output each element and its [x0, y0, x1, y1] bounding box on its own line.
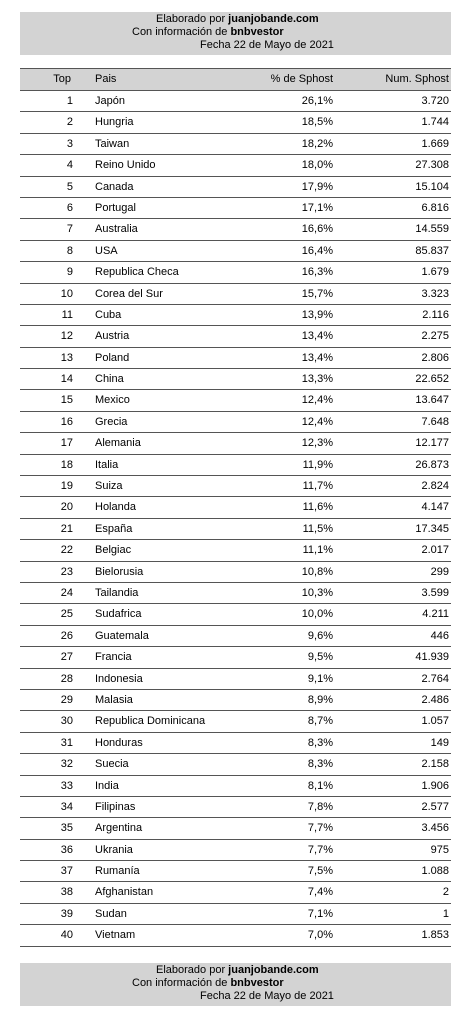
- table-row: [20, 861, 451, 882]
- table-row: [20, 604, 451, 625]
- country-cell: Corea del Sur: [95, 287, 163, 300]
- num-sphost-cell: 2.824: [421, 480, 449, 493]
- pct-sphost-cell: 10,3%: [301, 586, 333, 599]
- num-sphost-cell: 4.147: [421, 501, 449, 514]
- table-row: [20, 369, 451, 390]
- bottom-banner: [20, 963, 451, 1006]
- country-cell: Austria: [95, 330, 130, 343]
- country-cell: India: [95, 779, 119, 792]
- pct-sphost-cell: 13,4%: [301, 330, 333, 343]
- num-sphost-cell: 1.853: [421, 929, 449, 942]
- num-sphost-cell: 2.116: [422, 308, 449, 321]
- num-sphost-cell: 22.652: [415, 373, 449, 386]
- rank-cell: 29: [60, 693, 73, 706]
- country-cell: China: [95, 373, 124, 386]
- pct-sphost-cell: 18,5%: [301, 116, 333, 129]
- pct-sphost-cell: 8,7%: [307, 715, 333, 728]
- pct-sphost-cell: 15,7%: [301, 287, 333, 300]
- num-sphost-cell: 1: [442, 907, 449, 920]
- top-banner: [20, 12, 451, 55]
- num-sphost-cell: 15.104: [415, 180, 449, 193]
- rank-cell: 22: [60, 544, 73, 557]
- country-cell: España: [95, 522, 133, 535]
- num-sphost-cell: 3.323: [421, 287, 449, 300]
- rank-cell: 27: [60, 651, 73, 664]
- rank-cell: 1: [66, 95, 73, 107]
- table-row: [20, 562, 451, 583]
- num-sphost-cell: 4.211: [422, 608, 449, 621]
- num-sphost-cell: 2.158: [421, 758, 449, 771]
- table-row: [20, 262, 451, 283]
- rank-cell: 14: [60, 373, 73, 386]
- pct-sphost-cell: 7,7%: [307, 843, 333, 856]
- table-row: [20, 776, 451, 797]
- pct-sphost-cell: 9,5%: [307, 651, 333, 664]
- pct-sphost-cell: 11,6%: [302, 501, 333, 514]
- country-cell: Holanda: [95, 501, 136, 514]
- table-row: [20, 284, 451, 305]
- pct-sphost-cell: 11,1%: [302, 544, 333, 557]
- num-sphost-cell: 17.345: [415, 522, 449, 535]
- rank-cell: 26: [60, 629, 73, 642]
- country-cell: Honduras: [95, 736, 143, 749]
- table-row: [20, 925, 451, 946]
- table-row: [20, 690, 451, 711]
- country-cell: Grecia: [95, 415, 128, 428]
- rank-cell: 3: [66, 137, 73, 150]
- num-sphost-cell: 2.017: [421, 544, 449, 557]
- country-cell: Francia: [95, 651, 132, 664]
- num-sphost-cell: 3.720: [421, 95, 449, 107]
- table-row: [20, 797, 451, 818]
- country-cell: Portugal: [95, 201, 136, 214]
- num-sphost-cell: 1.669: [421, 137, 449, 150]
- pct-sphost-cell: 17,1%: [301, 201, 333, 214]
- country-cell: Australia: [95, 223, 138, 236]
- country-cell: Reino Unido: [95, 159, 156, 172]
- country-cell: Italia: [95, 458, 119, 471]
- pct-sphost-cell: 13,9%: [301, 308, 333, 321]
- table-row: [20, 754, 451, 775]
- num-sphost-cell: 26.873: [415, 458, 449, 471]
- table-row: [20, 455, 451, 476]
- rank-cell: 30: [60, 715, 73, 728]
- table-row: [20, 433, 451, 454]
- rank-cell: 38: [60, 886, 73, 899]
- pct-sphost-cell: 10,8%: [301, 565, 333, 578]
- num-sphost-cell: 2.275: [421, 330, 449, 343]
- table-row: [20, 177, 451, 198]
- table-row: [20, 669, 451, 690]
- rank-cell: 28: [60, 672, 73, 685]
- banner-source-line: Con información de bnbvestor: [132, 977, 284, 989]
- num-sphost-cell: 6.816: [421, 201, 449, 214]
- rank-cell: 40: [60, 929, 73, 942]
- country-cell: Afghanistan: [95, 886, 154, 899]
- num-sphost-cell: 2.764: [421, 672, 449, 685]
- num-sphost-cell: 3.599: [421, 586, 449, 599]
- table-row: [20, 348, 451, 369]
- source-name: bnbvestor: [230, 977, 284, 989]
- num-sphost-cell: 85.837: [415, 244, 449, 257]
- table-row: [20, 540, 451, 561]
- rank-cell: 7: [66, 223, 73, 236]
- banner-date-line: Fecha 22 de Mayo de 2021: [200, 39, 334, 51]
- table-header-row: [20, 69, 451, 91]
- pct-sphost-cell: 7,7%: [307, 822, 333, 835]
- pct-sphost-cell: 9,6%: [307, 629, 333, 642]
- pct-sphost-cell: 10,0%: [301, 608, 333, 621]
- num-sphost-cell: 149: [430, 736, 449, 749]
- table-row: [20, 91, 451, 112]
- country-cell: Cuba: [95, 308, 122, 321]
- table-row: [20, 818, 451, 839]
- pct-sphost-cell: 12,4%: [301, 394, 333, 407]
- table-row: [20, 198, 451, 219]
- pct-sphost-cell: 18,2%: [301, 137, 333, 150]
- rank-cell: 15: [60, 394, 73, 407]
- num-sphost-cell: 2.577: [421, 800, 449, 813]
- pct-sphost-cell: 11,9%: [302, 458, 333, 471]
- pct-sphost-cell: 11,7%: [302, 480, 333, 493]
- num-sphost-cell: 2.486: [421, 693, 449, 706]
- country-cell: Suecia: [95, 758, 129, 771]
- header-top: Top: [53, 73, 71, 85]
- rank-cell: 2: [66, 116, 73, 129]
- country-cell: Poland: [95, 351, 130, 364]
- num-sphost-cell: 1.744: [421, 116, 449, 129]
- num-sphost-cell: 1.057: [421, 715, 449, 728]
- pct-sphost-cell: 7,1%: [307, 907, 333, 920]
- rank-cell: 9: [66, 266, 73, 279]
- num-sphost-cell: 13.647: [415, 394, 449, 407]
- pct-sphost-cell: 12,4%: [301, 415, 333, 428]
- country-cell: Rumanía: [95, 865, 140, 878]
- country-cell: Alemania: [95, 437, 141, 450]
- table-row: [20, 390, 451, 411]
- num-sphost-cell: 3.456: [421, 822, 449, 835]
- author-site: juanjobande.com: [228, 13, 319, 25]
- num-sphost-cell: 12.177: [415, 437, 449, 450]
- pct-sphost-cell: 18,0%: [301, 159, 333, 172]
- rank-cell: 16: [60, 415, 73, 428]
- country-cell: Sudan: [95, 907, 127, 920]
- pct-sphost-cell: 13,3%: [301, 373, 333, 386]
- pct-sphost-cell: 7,4%: [307, 886, 333, 899]
- country-cell: Republica Checa: [95, 266, 179, 279]
- country-cell: Mexico: [95, 394, 130, 407]
- rank-cell: 8: [66, 244, 73, 257]
- banner-author-line: Elaborado por juanjobande.com: [156, 964, 319, 976]
- country-cell: Canada: [95, 180, 134, 193]
- num-sphost-cell: 1.679: [421, 266, 449, 279]
- pct-sphost-cell: 12,3%: [301, 437, 333, 450]
- rank-cell: 23: [60, 565, 73, 578]
- rank-cell: 37: [60, 865, 73, 878]
- rank-cell: 5: [66, 180, 73, 193]
- country-cell: Guatemala: [95, 629, 149, 642]
- rank-cell: 18: [60, 458, 73, 471]
- num-sphost-cell: 446: [430, 629, 449, 642]
- table-row: [20, 134, 451, 155]
- table-row: [20, 412, 451, 433]
- country-cell: Tailandia: [95, 586, 139, 599]
- country-cell: Japón: [95, 95, 125, 107]
- rank-cell: 32: [60, 758, 73, 771]
- country-cell: Ukrania: [95, 843, 133, 856]
- pct-sphost-cell: 16,4%: [301, 244, 333, 257]
- banner-author-line: Elaborado por juanjobande.com: [156, 13, 319, 25]
- rank-cell: 34: [60, 800, 73, 813]
- num-sphost-cell: 1.088: [421, 865, 449, 878]
- table-row: [20, 326, 451, 347]
- rank-cell: 13: [60, 351, 73, 364]
- table-row: [20, 583, 451, 604]
- num-sphost-cell: 41.939: [415, 651, 449, 664]
- pct-sphost-cell: 8,1%: [307, 779, 333, 792]
- banner-source-line: Con información de bnbvestor: [132, 26, 284, 38]
- country-cell: Malasia: [95, 693, 133, 706]
- pct-sphost-cell: 16,3%: [301, 266, 333, 279]
- pct-sphost-cell: 8,9%: [307, 693, 333, 706]
- rank-cell: 10: [60, 287, 73, 300]
- rank-cell: 21: [60, 522, 73, 535]
- table-row: [20, 155, 451, 176]
- num-sphost-cell: 1.906: [421, 779, 449, 792]
- table-row: [20, 519, 451, 540]
- num-sphost-cell: 7.648: [421, 415, 449, 428]
- num-sphost-cell: 27.308: [415, 159, 449, 172]
- num-sphost-cell: 2: [442, 886, 449, 899]
- pct-sphost-cell: 26,1%: [301, 95, 333, 107]
- table-row: [20, 840, 451, 861]
- num-sphost-cell: 14.559: [415, 223, 449, 236]
- table-row: [20, 305, 451, 326]
- rank-cell: 25: [60, 608, 73, 621]
- pct-sphost-cell: 7,0%: [307, 929, 333, 942]
- num-sphost-cell: 975: [430, 843, 449, 856]
- rank-cell: 6: [66, 201, 73, 214]
- pct-sphost-cell: 16,6%: [301, 223, 333, 236]
- num-sphost-cell: 2.806: [421, 351, 449, 364]
- pct-sphost-cell: 8,3%: [307, 758, 333, 771]
- pct-sphost-cell: 7,8%: [307, 800, 333, 813]
- table-row: [20, 112, 451, 133]
- rank-cell: 31: [60, 736, 73, 749]
- table-row: [20, 882, 451, 903]
- rank-cell: 12: [60, 330, 73, 343]
- rank-cell: 20: [60, 501, 73, 514]
- pct-sphost-cell: 13,4%: [301, 351, 333, 364]
- country-cell: Sudafrica: [95, 608, 142, 621]
- rank-cell: 33: [60, 779, 73, 792]
- table-row: [20, 733, 451, 754]
- country-cell: Republica Dominicana: [95, 715, 206, 728]
- country-cell: Filipinas: [95, 800, 136, 813]
- table-row: [20, 497, 451, 518]
- banner-date-line: Fecha 22 de Mayo de 2021: [200, 990, 334, 1002]
- rank-cell: 36: [60, 843, 73, 856]
- rank-cell: 19: [60, 480, 73, 493]
- pct-sphost-cell: 11,5%: [302, 522, 333, 535]
- country-cell: Indonesia: [95, 672, 143, 685]
- author-site: juanjobande.com: [228, 964, 319, 976]
- num-sphost-cell: 299: [430, 565, 449, 578]
- rank-cell: 24: [60, 586, 73, 599]
- table-row: [20, 711, 451, 732]
- table-row: [20, 904, 451, 925]
- rank-cell: 17: [60, 437, 73, 450]
- pct-sphost-cell: 7,5%: [307, 865, 333, 878]
- table-row: [20, 219, 451, 240]
- rank-cell: 4: [66, 159, 73, 172]
- rank-cell: 39: [60, 907, 73, 920]
- country-cell: Argentina: [95, 822, 143, 835]
- rank-cell: 35: [60, 822, 73, 835]
- pct-sphost-cell: 17,9%: [301, 180, 333, 193]
- country-cell: Hungria: [95, 116, 134, 129]
- table-row: [20, 241, 451, 262]
- header-num-sphost: Num. Sphost: [385, 73, 449, 85]
- table-row: [20, 626, 451, 647]
- header-pais: Pais: [95, 73, 117, 85]
- country-cell: Vietnam: [95, 929, 136, 942]
- country-cell: USA: [95, 244, 118, 257]
- ranking-table: [20, 68, 451, 947]
- country-cell: Belgiac: [95, 544, 132, 557]
- table-row: [20, 647, 451, 668]
- country-cell: Taiwan: [95, 137, 130, 150]
- country-cell: Bielorusia: [95, 565, 144, 578]
- pct-sphost-cell: 9,1%: [307, 672, 333, 685]
- pct-sphost-cell: 8,3%: [307, 736, 333, 749]
- header-pct-sphost: % de Sphost: [270, 73, 333, 85]
- rank-cell: 11: [61, 308, 73, 321]
- country-cell: Suiza: [95, 480, 123, 493]
- table-row: [20, 476, 451, 497]
- source-name: bnbvestor: [230, 26, 284, 38]
